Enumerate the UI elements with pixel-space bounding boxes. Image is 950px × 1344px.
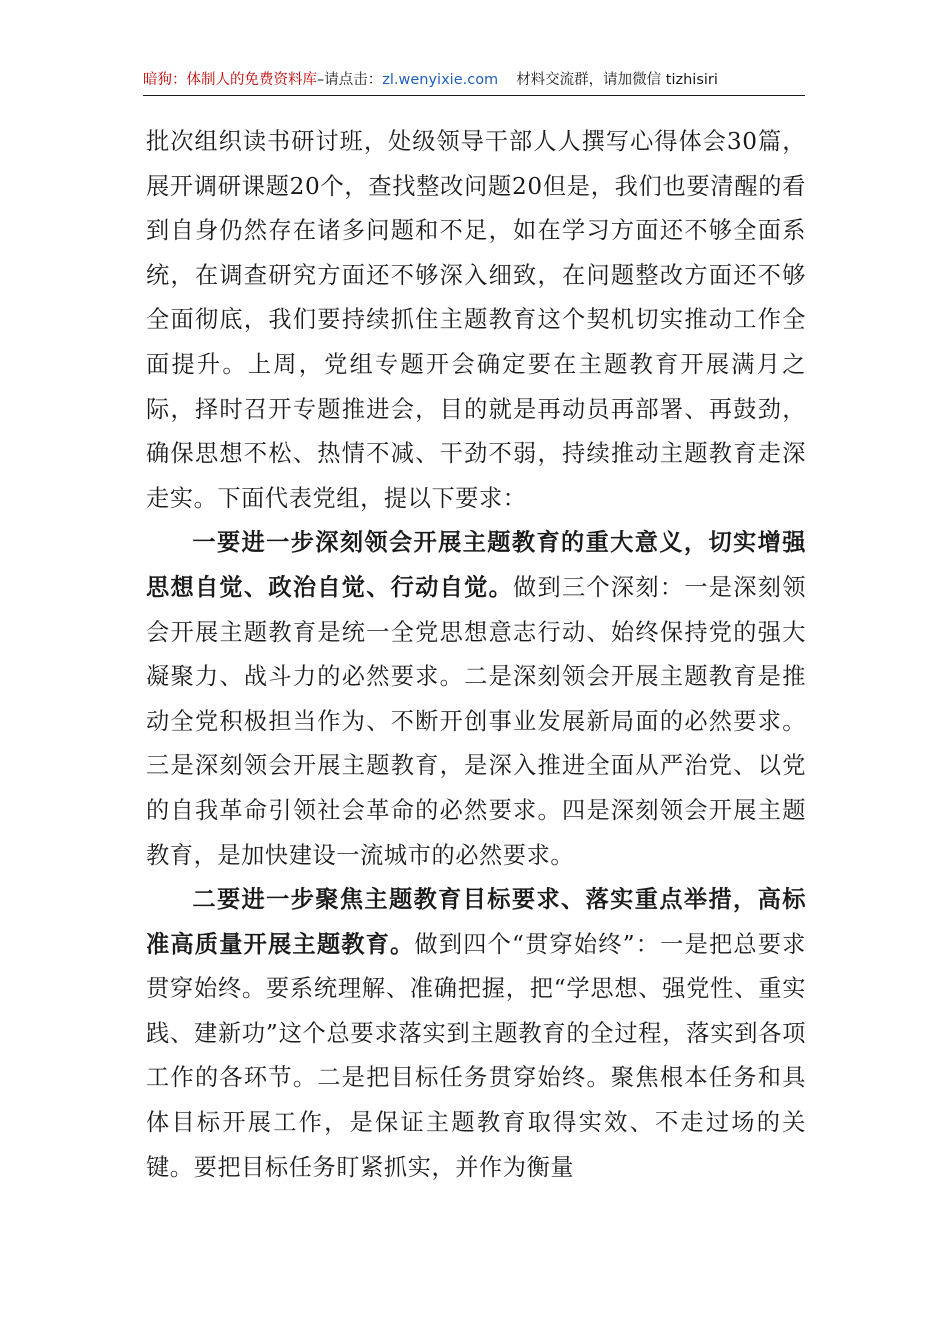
paragraph-requirement-1 xyxy=(146,521,806,878)
document-body xyxy=(146,120,806,1190)
paragraph-requirement-2 xyxy=(146,878,806,1190)
paragraph-text: 做到三个深刻：一是深刻领会开展主题教育是统一全党思想意志行动、始终保持党的强大凝聚力、战斗力的必然要求。二是深刻领会开展主题教育是推动全党积极担当作为、不断开创事业发展新局面的必然要求。三是深刻领会开展主题教育，是深入推进全面从严治党、以党的自我革命引领社会革命的必然要求。四是深刻领会开展主题教育，是加快建设一流城市的必然要求。 xyxy=(146,573,806,869)
page-header xyxy=(143,66,805,94)
paragraph-intro xyxy=(146,120,806,521)
paragraph-text: 做到四个“贯穿始终”：一是把总要求贯穿始终。要系统理解、准确把握，把“学思想、强党性、重实践、建新功”这个总要求落实到主题教育的全过程，落实到各项工作的各环节。二是把目标任务贯穿始终。聚焦根本任务和具体目标开展工作，是保证主题教育取得实效、不走过场的关键。要把目标任务盯紧抓实，并作为衡量 xyxy=(146,930,806,1181)
header-brand: 暗狗：体制人的免费资料库 xyxy=(143,72,317,88)
paragraph-text: 批次组织读书研讨班，处级领导干部人人撰写心得体会30篇，展开调研课题20个，查找整改问题20但是，我们也要清醒的看到自身仍然存在诸多问题和不足，如在学习方面还不够全面系统，在调查研究方面还不够深入细致，在问题整改方面还不够全面彻底，我们要持续抓住主题教育这个契机切实推动工作全面提升。上周，党组专题开会确定要在主题教育开展满月之际，择时召开专题推进会，目的就是再动员再部署、再鼓劲，确保思想不松、热情不减、干劲不弱，持续推动主题教育走深走实。下面代表党组，提以下要求： xyxy=(146,128,806,512)
header-divider xyxy=(143,95,805,96)
header-wechat-note: 材料交流群，请加微信 tizhisiri xyxy=(516,72,718,88)
paragraph-heading: 二要进一步聚焦主题教育目标要求、落实重点举措，高标准高质量开展主题教育。 xyxy=(146,886,806,958)
paragraph-heading: 一要进一步深刻领会开展主题教育的重大意义，切实增强思想自觉、政治自觉、行动自觉。 xyxy=(146,529,806,601)
header-cta: –请点击： xyxy=(317,72,383,88)
header-site-link[interactable]: zl.wenyixie.com xyxy=(382,72,499,88)
